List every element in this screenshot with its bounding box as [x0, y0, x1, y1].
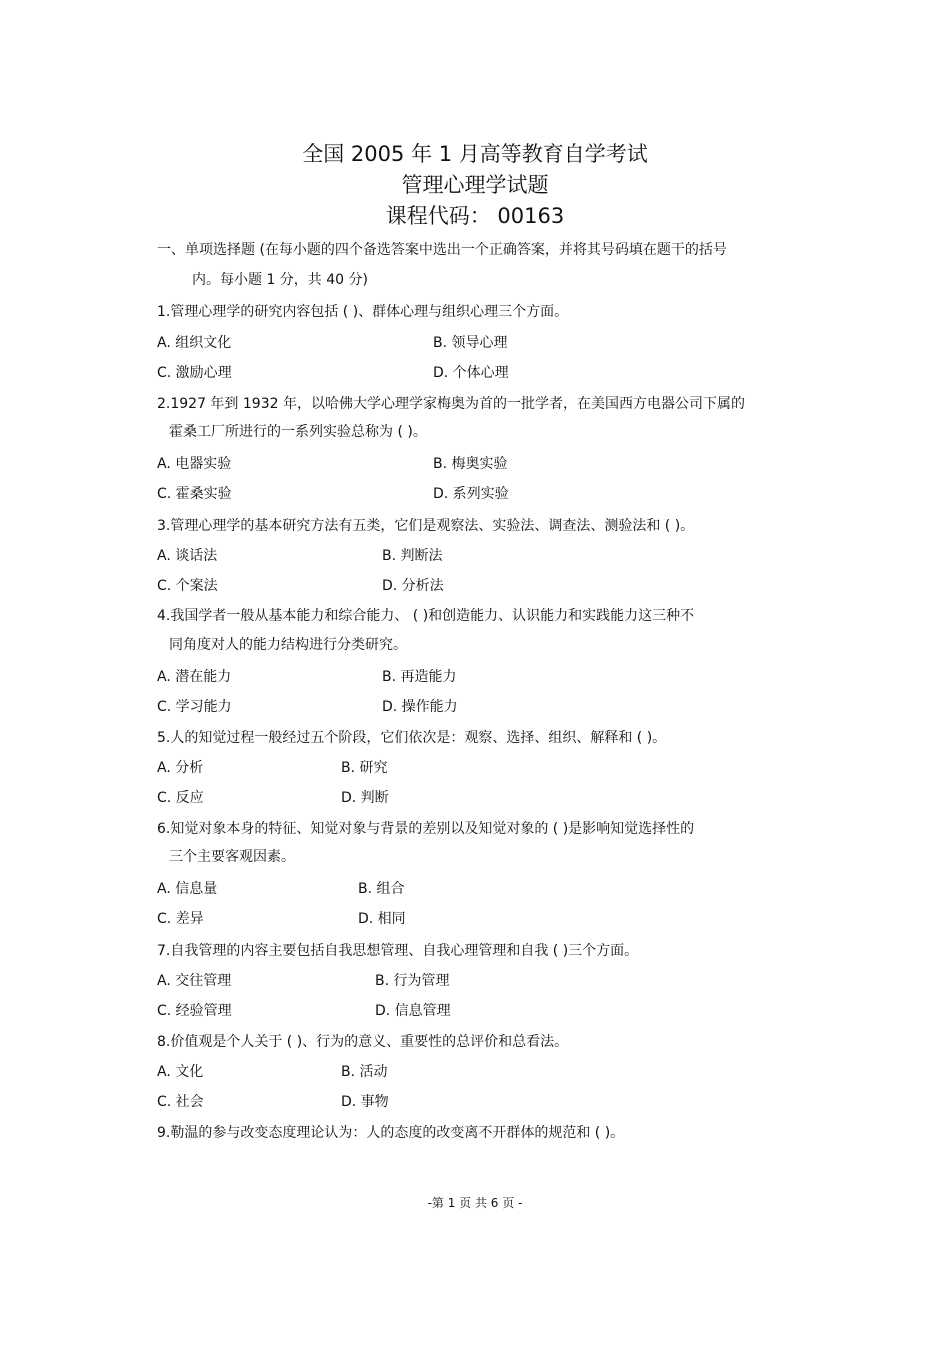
question-2-continued: 霍桑工厂所进行的一系列实验总称为 ( )。	[169, 424, 427, 440]
question-4-continued: 同角度对人的能力结构进行分类研究。	[169, 637, 407, 653]
q6-option-b: B. 组合	[358, 881, 405, 897]
q4-option-c: C. 学习能力	[157, 699, 232, 715]
question-6-continued: 三个主要客观因素。	[169, 849, 295, 865]
question-4: 4.我国学者一般从基本能力和综合能力、 ( )和创造能力、认识能力和实践能力这三种不	[157, 608, 695, 624]
section-heading-continued: 内。每小题 1 分，共 40 分)	[192, 272, 368, 288]
q5-option-d: D. 判断	[341, 790, 389, 806]
q2-option-b: B. 梅奥实验	[433, 456, 508, 472]
q3-option-b: B. 判断法	[382, 548, 443, 564]
subject-title: 管理心理学试题	[401, 173, 549, 197]
q5-option-b: B. 研究	[341, 760, 388, 776]
exam-title: 全国 2005 年 1 月高等教育自学考试	[302, 142, 648, 166]
q8-option-d: D. 事物	[341, 1094, 389, 1110]
question-8: 8.价值观是个人关于 ( )、行为的意义、重要性的总评价和总看法。	[157, 1034, 569, 1050]
q2-option-c: C. 霍桑实验	[157, 486, 232, 502]
q1-option-a: A. 组织文化	[157, 335, 232, 351]
q5-option-a: A. 分析	[157, 760, 204, 776]
q1-option-d: D. 个体心理	[433, 365, 509, 381]
q7-option-d: D. 信息管理	[375, 1003, 451, 1019]
question-5: 5.人的知觉过程一般经过五个阶段，它们依次是：观察、选择、组织、解释和 ( )。	[157, 730, 667, 746]
q6-option-d: D. 相同	[358, 911, 406, 927]
page-footer: -第 1 页 共 6 页 -	[427, 1196, 523, 1210]
question-6: 6.知觉对象本身的特征、知觉对象与背景的差别以及知觉对象的 ( )是影响知觉选择性的	[157, 821, 695, 837]
q2-option-a: A. 电器实验	[157, 456, 232, 472]
question-3: 3.管理心理学的基本研究方法有五类，它们是观察法、实验法、调查法、测验法和 ( )。	[157, 518, 695, 534]
q1-option-c: C. 激励心理	[157, 365, 232, 381]
question-9: 9.勒温的参与改变态度理论认为：人的态度的改变离不开群体的规范和 ( )。	[157, 1125, 625, 1141]
q3-option-a: A. 谈话法	[157, 548, 218, 564]
q6-option-a: A. 信息量	[157, 881, 218, 897]
q2-option-d: D. 系列实验	[433, 486, 509, 502]
q5-option-c: C. 反应	[157, 790, 204, 806]
q4-option-b: B. 再造能力	[382, 669, 457, 685]
q1-option-b: B. 领导心理	[433, 335, 508, 351]
q4-option-d: D. 操作能力	[382, 699, 458, 715]
q3-option-c: C. 个案法	[157, 578, 218, 594]
q8-option-c: C. 社会	[157, 1094, 204, 1110]
q7-option-a: A. 交往管理	[157, 973, 232, 989]
q3-option-d: D. 分析法	[382, 578, 444, 594]
q4-option-a: A. 潜在能力	[157, 669, 232, 685]
q7-option-c: C. 经验管理	[157, 1003, 232, 1019]
q7-option-b: B. 行为管理	[375, 973, 450, 989]
question-1: 1.管理心理学的研究内容包括 ( )、群体心理与组织心理三个方面。	[157, 304, 569, 320]
question-7: 7.自我管理的内容主要包括自我思想管理、自我心理管理和自我 ( )三个方面。	[157, 943, 639, 959]
q8-option-a: A. 文化	[157, 1064, 204, 1080]
question-2: 2.1927 年到 1932 年，以哈佛大学心理学家梅奥为首的一批学者，在美国西方电器公司下属的	[157, 396, 745, 412]
q6-option-c: C. 差异	[157, 911, 204, 927]
section-heading: 一、单项选择题 (在每小题的四个备选答案中选出一个正确答案，并将其号码填在题干的括号	[157, 242, 727, 258]
course-code: 课程代码： 00163	[385, 204, 565, 228]
q8-option-b: B. 活动	[341, 1064, 388, 1080]
